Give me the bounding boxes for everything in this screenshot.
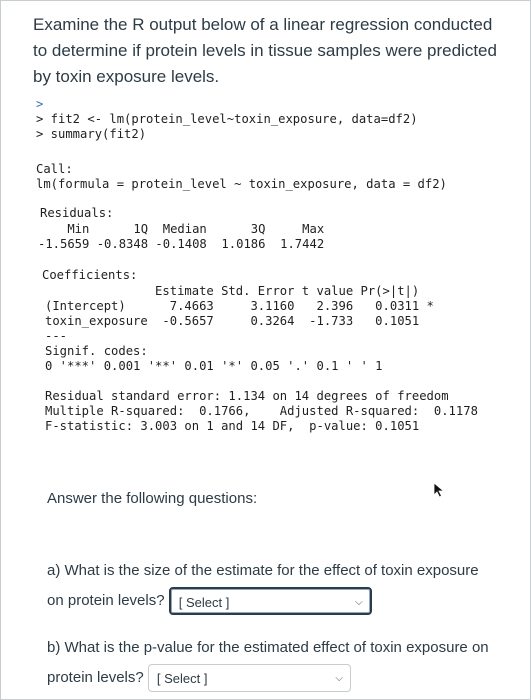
r-coef-toxin-row: toxin_exposure -0.5657 0.3264 -1.733 0.1051: [45, 314, 420, 328]
question-a: [47, 556, 497, 616]
r-console-empty-prompt: >: [36, 97, 44, 111]
r-command-fit: > fit2 <- lm(protein_level~toxin_exposure, data=df2): [36, 112, 418, 126]
r-coefficients-label: Coefficients:: [42, 268, 138, 282]
answer-instructions: Answer the following questions:: [47, 490, 258, 507]
question-a-select-value: [ Select ]: [178, 595, 230, 611]
r-f-statistic: F-statistic: 3.003 on 1 and 14 DF, p-value: 0.1051: [45, 419, 420, 433]
question-a-label: a) What is the size of the estimate for the effect of toxin exposure on protein levels?: [47, 562, 479, 609]
r-separator: ---: [45, 329, 68, 343]
question-b-select-value: [ Select ]: [156, 671, 208, 687]
r-signif-label: Signif. codes:: [45, 344, 148, 358]
r-residuals-label: Residuals:: [40, 206, 114, 220]
chevron-down-icon: ⌵: [355, 597, 363, 609]
r-r-squared: Multiple R-squared: 0.1766, Adjusted R-squared: 0.1178: [45, 404, 478, 418]
question-b-label: b) What is the p-value for the estimated effect of toxin exposure on protein levels?: [47, 639, 489, 686]
r-call-label: Call:: [36, 162, 73, 176]
chevron-down-icon: ⌵: [335, 673, 343, 685]
question-intro: Examine the R output below of a linear regression conducted to determine if protein levels in tissue samples were predicted by toxin exposure levels.: [33, 15, 497, 86]
question-b-select[interactable]: [148, 664, 351, 692]
r-residuals-header: Min 1Q Median 3Q Max: [38, 222, 325, 236]
r-call-text: lm(formula = protein_level ~ toxin_exposure, data = df2): [36, 177, 447, 191]
r-coefficients-header: Estimate Std. Error t value Pr(>|t|): [45, 284, 420, 298]
r-coef-intercept-row: (Intercept) 7.4663 3.1160 2.396 0.0311 *: [45, 299, 434, 313]
question-a-select[interactable]: [169, 587, 372, 615]
r-signif-codes: 0 '***' 0.001 '**' 0.01 '*' 0.05 '.' 0.1 ' ' 1: [45, 359, 383, 373]
r-residual-se: Residual standard error: 1.134 on 14 degrees of freedom: [45, 389, 449, 403]
r-command-summary: > summary(fit2): [36, 127, 147, 141]
question-b: [47, 633, 497, 693]
r-residuals-values: -1.5659 -0.8348 -0.1408 1.0186 1.7442: [38, 237, 325, 251]
